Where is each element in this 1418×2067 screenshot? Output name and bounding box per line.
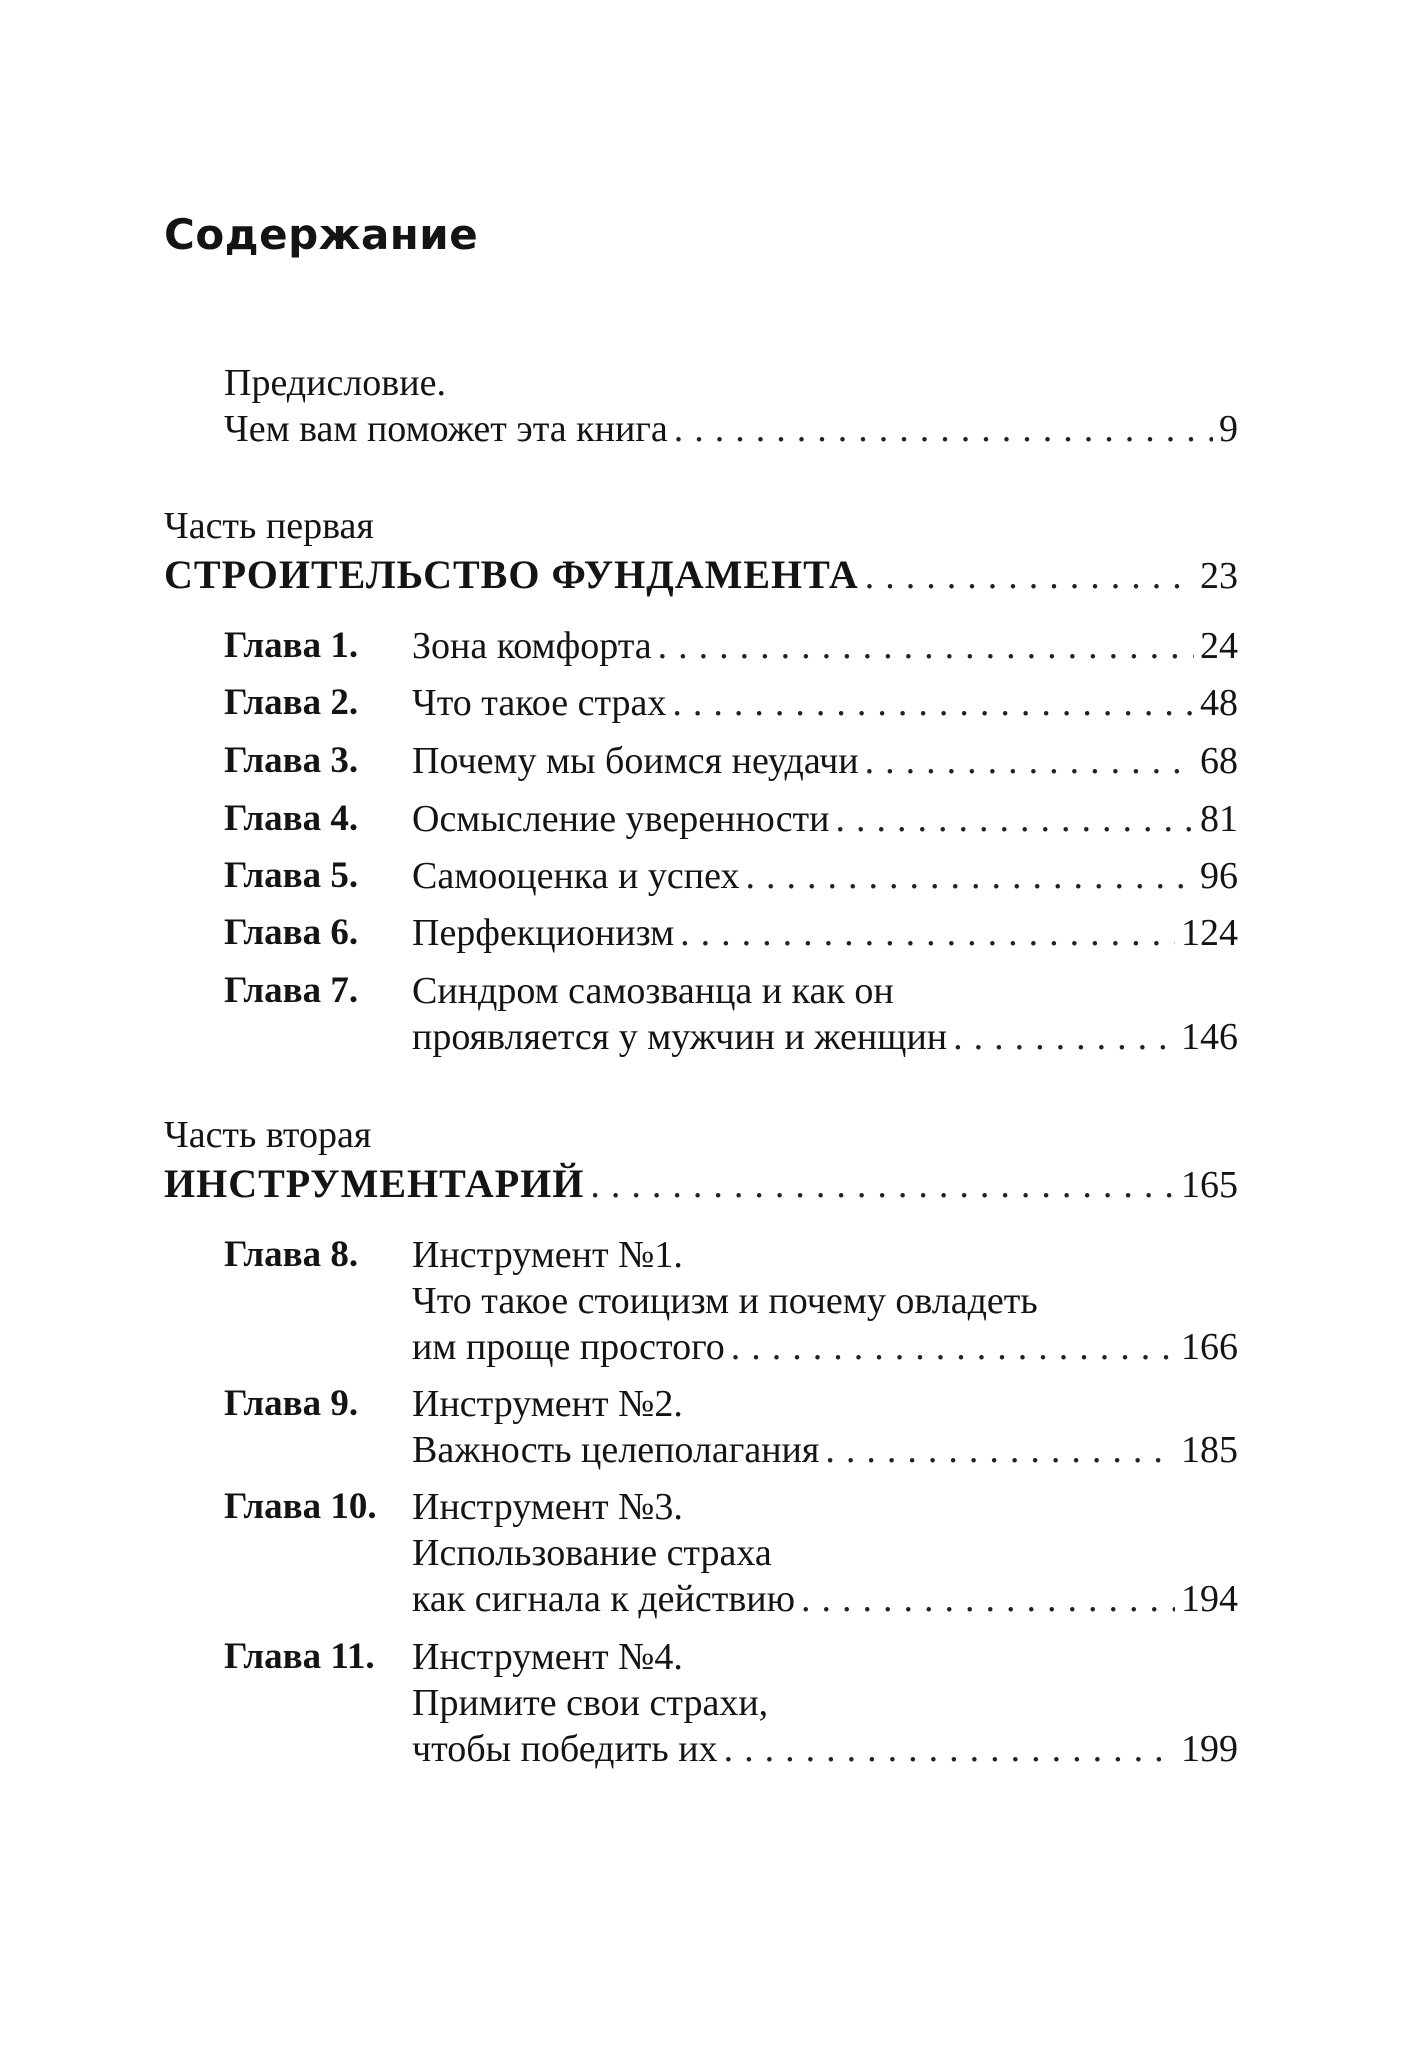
chapter-label: Глава 3. bbox=[224, 740, 359, 781]
chapter-label: Глава 2. bbox=[224, 682, 359, 723]
chapter-label: Глава 6. bbox=[224, 912, 359, 953]
toc-entry-chapter-5[interactable] bbox=[412, 853, 1238, 899]
chapter-title: Зона комфорта bbox=[412, 625, 652, 667]
leader-dots bbox=[865, 553, 1194, 599]
chapter-title: Осмысление уверенности bbox=[412, 798, 830, 840]
chapter-label: Глава 7. bbox=[224, 970, 359, 1011]
chapter-label: Глава 5. bbox=[224, 855, 359, 896]
toc-entry-preface[interactable] bbox=[224, 406, 1238, 452]
toc-entry-chapter-1[interactable] bbox=[412, 623, 1238, 669]
page-number: 146 bbox=[1181, 1016, 1238, 1058]
page-number: 185 bbox=[1181, 1429, 1238, 1471]
toc-entry-chapter-2[interactable] bbox=[412, 680, 1238, 726]
toc-entry-chapter-8[interactable] bbox=[412, 1324, 1238, 1370]
leader-dots bbox=[590, 1162, 1175, 1208]
leader-dots bbox=[724, 1726, 1175, 1772]
chapter-title-continued: проявляется у мужчин и женщин bbox=[412, 1016, 948, 1058]
chapter-title: Почему мы боимся неудачи bbox=[412, 740, 859, 782]
leader-dots bbox=[865, 738, 1194, 784]
chapter-tool-label: Инструмент №3. bbox=[412, 1486, 683, 1528]
chapter-label: Глава 9. bbox=[224, 1383, 359, 1424]
leader-dots bbox=[836, 796, 1195, 842]
chapter-tool-label: Инструмент №4. bbox=[412, 1636, 683, 1678]
chapter-title-continued: как сигнала к действию bbox=[412, 1578, 796, 1620]
toc-entry-chapter-4[interactable] bbox=[412, 796, 1238, 842]
page-number: 68 bbox=[1200, 740, 1238, 782]
chapter-tool-label: Инструмент №2. bbox=[412, 1383, 683, 1425]
chapter-title: Примите свои страхи, bbox=[412, 1682, 769, 1724]
page-number: 96 bbox=[1200, 855, 1238, 897]
page-number: 166 bbox=[1181, 1326, 1238, 1368]
leader-dots bbox=[825, 1427, 1175, 1473]
chapter-label: Глава 10. bbox=[224, 1486, 377, 1527]
chapter-label: Глава 1. bbox=[224, 625, 359, 666]
chapter-title: Самооценка и успех bbox=[412, 855, 740, 897]
preface-title: Чем вам поможет эта книга bbox=[224, 408, 668, 450]
page-number: 9 bbox=[1219, 408, 1238, 450]
chapter-title: Синдром самозванца и как он bbox=[412, 970, 894, 1012]
chapter-label: Глава 4. bbox=[224, 798, 359, 839]
chapter-title-continued: чтобы победить их bbox=[412, 1728, 718, 1770]
toc-entry-chapter-11[interactable] bbox=[412, 1726, 1238, 1772]
leader-dots bbox=[745, 853, 1194, 899]
chapter-title: Перфекционизм bbox=[412, 912, 675, 954]
leader-dots bbox=[801, 1576, 1175, 1622]
page-number: 124 bbox=[1181, 912, 1238, 954]
toc-entry-chapter-7[interactable] bbox=[412, 1014, 1238, 1060]
toc-entry-part1[interactable] bbox=[164, 552, 1238, 599]
part1-label: Часть первая bbox=[164, 505, 374, 547]
leader-dots bbox=[731, 1324, 1175, 1370]
preface-heading: Предисловие. bbox=[224, 362, 446, 404]
toc-entry-chapter-6[interactable] bbox=[412, 910, 1238, 956]
chapter-title: Важность целеполагания bbox=[412, 1429, 820, 1471]
page-number: 24 bbox=[1200, 625, 1238, 667]
part2-name: ИНСТРУМЕНТАРИЙ bbox=[164, 1161, 585, 1206]
chapter-label: Глава 8. bbox=[224, 1234, 359, 1275]
toc-entry-chapter-10[interactable] bbox=[412, 1576, 1238, 1622]
page-title: Содержание bbox=[164, 210, 479, 259]
part1-name: СТРОИТЕЛЬСТВО ФУНДАМЕНТА bbox=[164, 552, 859, 597]
chapter-tool-label: Инструмент №1. bbox=[412, 1234, 683, 1276]
page-number: 23 bbox=[1200, 555, 1238, 597]
leader-dots bbox=[674, 406, 1213, 452]
page-number: 165 bbox=[1181, 1164, 1238, 1206]
chapter-title-continued: им проще простого bbox=[412, 1326, 725, 1368]
chapter-title: Что такое стоицизм и почему овладеть bbox=[412, 1280, 1038, 1322]
toc-entry-chapter-3[interactable] bbox=[412, 738, 1238, 784]
chapter-title: Что такое страх bbox=[412, 682, 667, 724]
page-number: 81 bbox=[1200, 798, 1238, 840]
page-number: 199 bbox=[1181, 1728, 1238, 1770]
toc-entry-part2[interactable] bbox=[164, 1161, 1238, 1208]
leader-dots bbox=[953, 1014, 1175, 1060]
page-number: 194 bbox=[1181, 1578, 1238, 1620]
part2-label: Часть вторая bbox=[164, 1114, 372, 1156]
chapter-title: Использование страха bbox=[412, 1532, 772, 1574]
leader-dots bbox=[680, 910, 1175, 956]
page-number: 48 bbox=[1200, 682, 1238, 724]
leader-dots bbox=[672, 680, 1194, 726]
toc-entry-chapter-9[interactable] bbox=[412, 1427, 1238, 1473]
leader-dots bbox=[658, 623, 1194, 669]
chapter-label: Глава 11. bbox=[224, 1636, 375, 1677]
